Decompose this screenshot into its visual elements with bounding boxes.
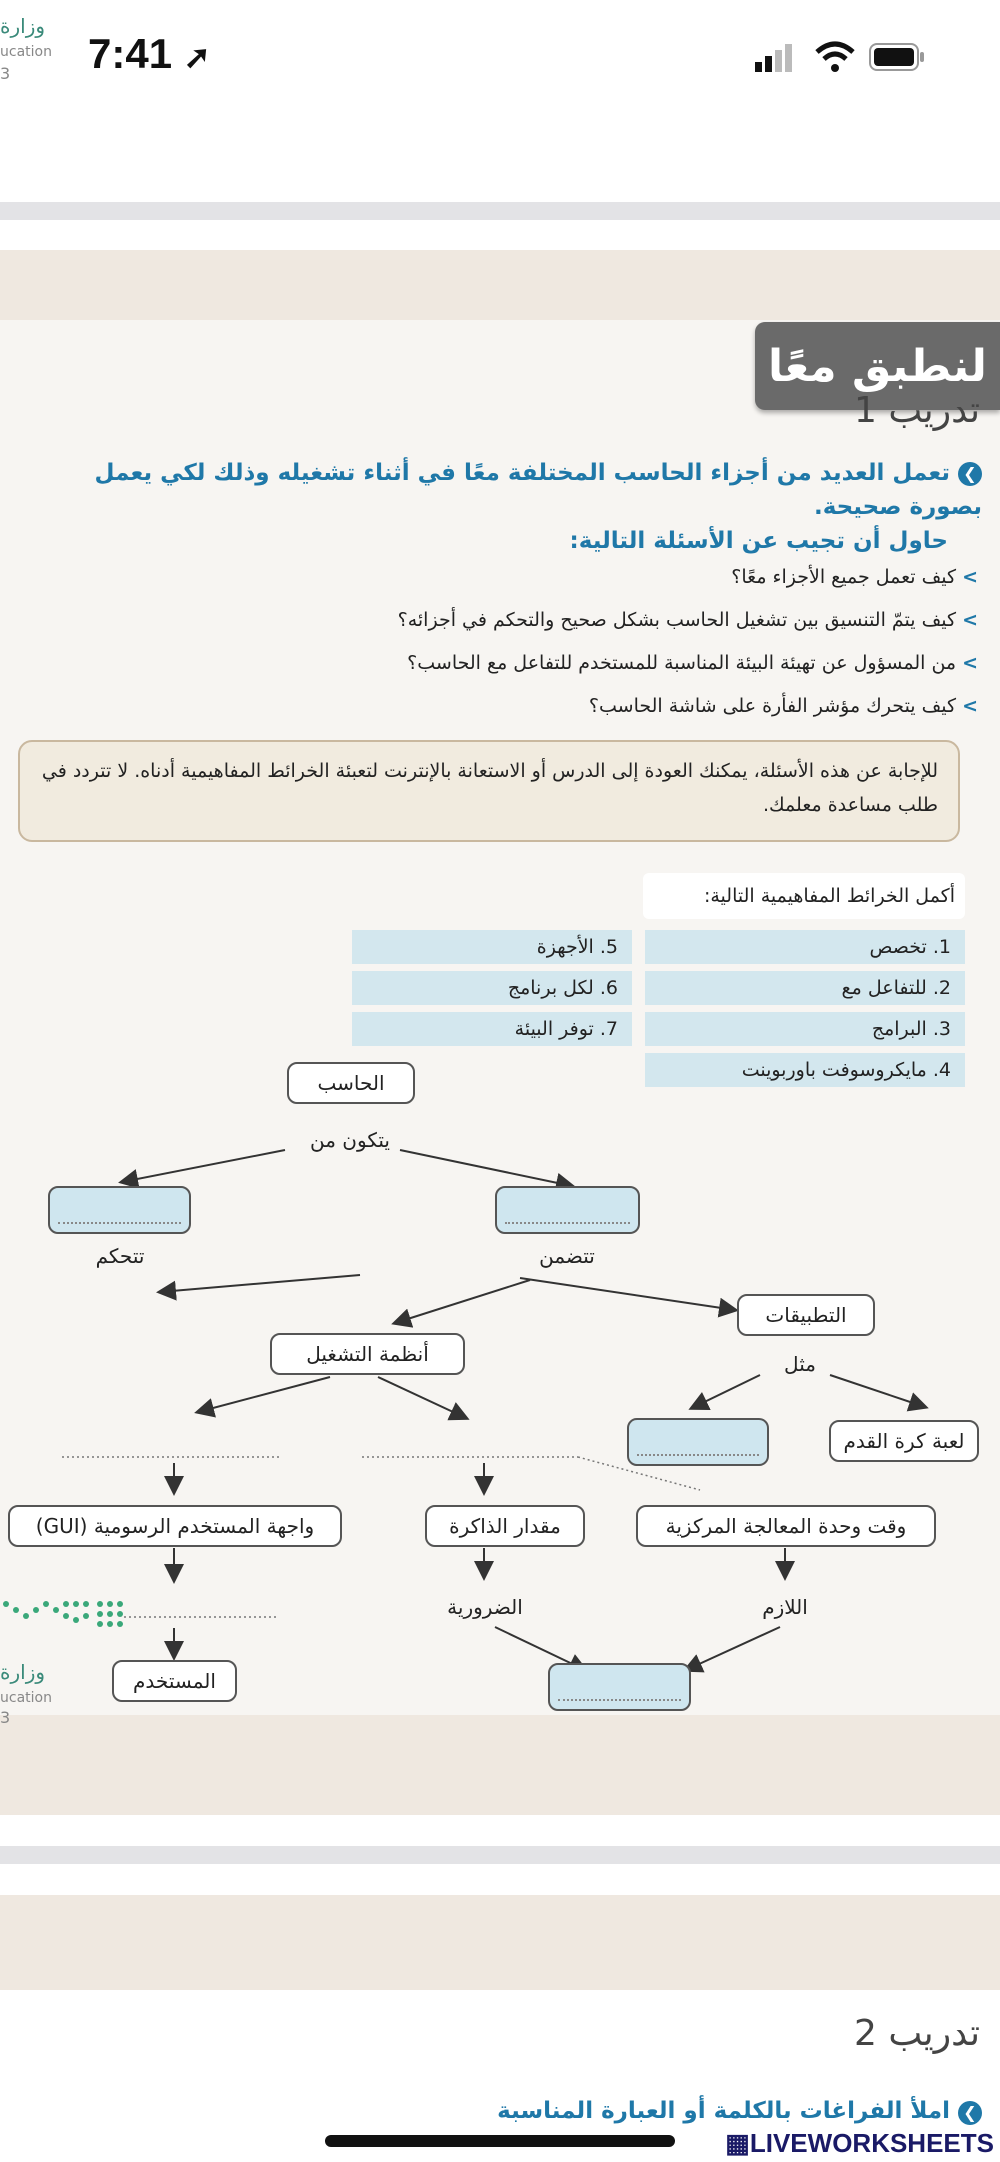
node-operating-systems: أنظمة التشغيل — [270, 1333, 465, 1375]
node-football-game: لعبة كرة القدم — [829, 1420, 979, 1462]
section-title-badge: لنطبق معًا — [755, 322, 1000, 410]
liveworksheets-icon: ▦ — [725, 2128, 750, 2158]
liveworksheets-logo: ▦LIVEWORKSHEETS — [725, 2128, 994, 2158]
chevron-icon: > — [962, 609, 978, 631]
clock: 7:41 ➚ — [88, 30, 211, 77]
exercise2-title: تدريب 2 — [853, 2013, 980, 2054]
list-item: >كيف يتحرك مؤشر الفأرة على شاشة الحاسب؟ — [588, 695, 978, 717]
label-control: تتحكم — [95, 1244, 145, 1268]
word-bank-item: 7. توفر البيئة — [352, 1012, 632, 1046]
word-bank-item: 6. لكل برنامج — [352, 971, 632, 1005]
arrow-bullet-icon: ❯ — [958, 2101, 982, 2125]
word-bank-item: 3. البرامج — [645, 1012, 965, 1046]
chevron-icon: > — [962, 652, 978, 674]
concept-map-instruction: أكمل الخرائط المفاهيمية التالية: — [643, 873, 965, 919]
exercise2-question: ❯املأ الفراغات بالكلمة أو العبارة المناسبة — [497, 2098, 982, 2125]
word-bank-item: 2. للتفاعل مع — [645, 971, 965, 1005]
label-necessary: الضرورية — [447, 1595, 523, 1619]
node-computer: الحاسب — [287, 1062, 415, 1104]
label-contains: تتضمن — [539, 1244, 595, 1268]
moe-logo-digit-bottom: 3 — [0, 1708, 11, 1727]
moe-dots-logo — [0, 1596, 130, 1646]
blank-input[interactable] — [495, 1186, 640, 1234]
node-gui: واجهة المستخدم الرسومية (GUI) — [8, 1505, 342, 1547]
moe-logo-text-bottom: وزارة — [0, 1660, 46, 1684]
word-bank-item: 1. تخصص — [645, 930, 965, 964]
list-item: >من المسؤول عن تهيئة البيئة المناسبة للمستخدم للتفاعل مع الحاسب؟ — [407, 652, 978, 674]
blank-input[interactable] — [48, 1186, 191, 1234]
list-item: >كيف تعمل جميع الأجزاء معًا؟ — [731, 566, 978, 588]
label-required: اللازم — [762, 1595, 808, 1619]
node-applications: التطبيقات — [737, 1294, 875, 1336]
blank-input[interactable] — [548, 1663, 691, 1711]
hint-box: للإجابة عن هذه الأسئلة، يمكنك العودة إلى الدرس أو الاستعانة بالإنترنت لتعبئة الخرائط المفاهيمية أدناه. لا تتردد في طلب مساعدة معلمك. — [18, 740, 960, 842]
word-bank-item: 5. الأجهزة — [352, 930, 632, 964]
node-memory-amount: مقدار الذاكرة — [425, 1505, 585, 1547]
word-bank-item: 4. مايكروسوفت باوربوينت — [645, 1053, 965, 1087]
list-item: >كيف يتمّ التنسيق بين تشغيل الحاسب بشكل صحيح والتحكم في أجزائه؟ — [397, 609, 978, 631]
exercise-title: تدريب 1 — [853, 390, 980, 431]
arrow-bullet-icon: ❯ — [958, 462, 982, 486]
moe-logo-text: وزارة — [0, 14, 46, 38]
home-indicator[interactable] — [325, 2135, 675, 2147]
chevron-icon: > — [962, 695, 978, 717]
moe-logo-digit: 3 — [0, 64, 11, 83]
main-question: ❯تعمل العديد من أجزاء الحاسب المختلفة معًا في أثناء تشغيله وذلك لكي يعمل بصورة صحيحة. حاول أن تجيب عن الأسئلة التالية: — [94, 460, 982, 554]
node-user: المستخدم — [112, 1660, 237, 1702]
moe-logo-latin: ucation — [0, 44, 52, 60]
chevron-icon: > — [962, 566, 978, 588]
label-example: مثل — [784, 1352, 816, 1376]
blank-input[interactable] — [627, 1418, 769, 1466]
moe-logo-latin-bottom: ucation — [0, 1690, 52, 1706]
location-arrow-icon: ➚ — [183, 39, 211, 75]
label-consists-of: يتكون من — [310, 1128, 390, 1152]
node-cpu-time: وقت وحدة المعالجة المركزية — [636, 1505, 936, 1547]
